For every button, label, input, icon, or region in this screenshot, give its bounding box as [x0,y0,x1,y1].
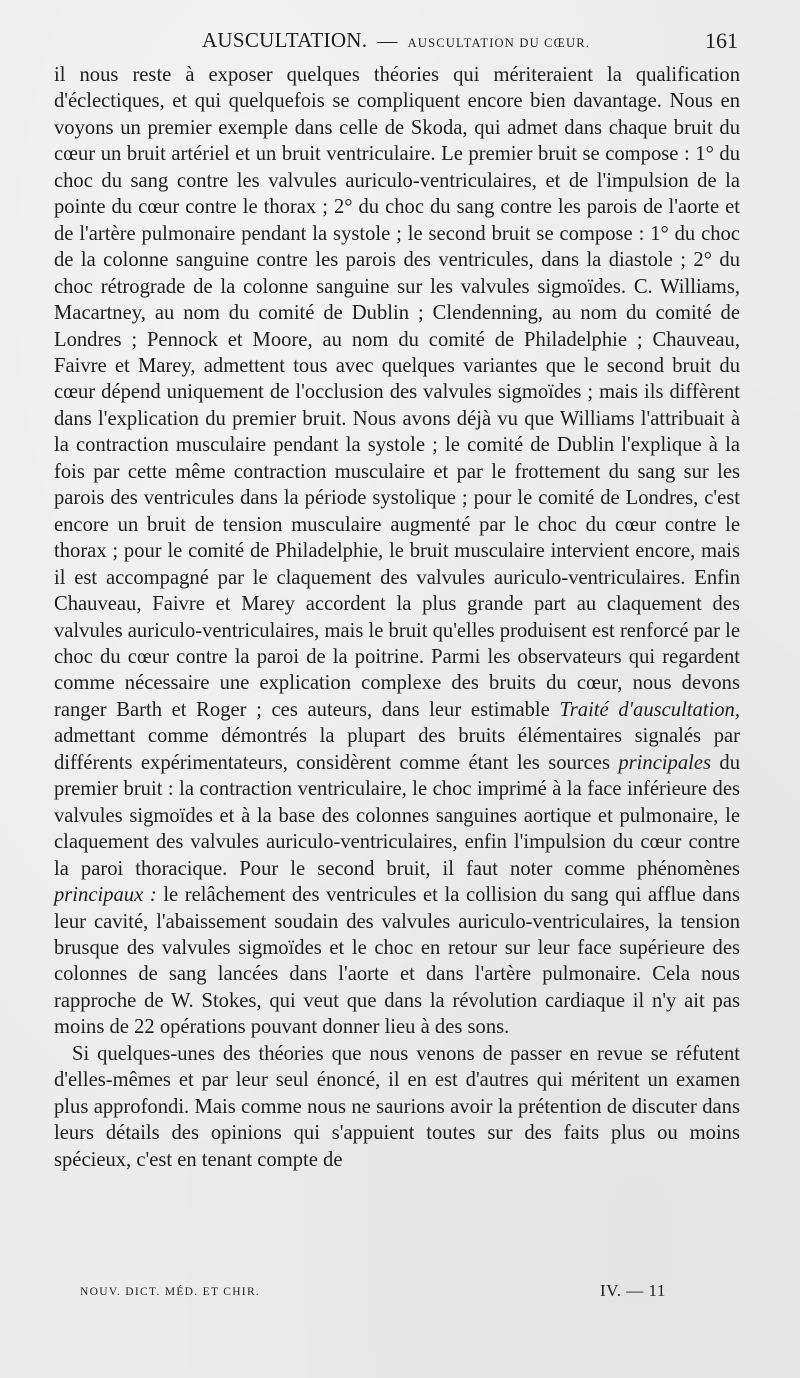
header-subtitle: AUSCULTATION DU CŒUR. [407,36,591,50]
header-title [54,28,738,53]
body-text [54,62,740,1173]
paragraph [54,62,740,1041]
italic-emphasis: principaux : [54,884,157,907]
paragraph-text: le relâchement des ventricules et la collision du sang qui afflue dans leur cavité, l'abaissement soudain des valvules auriculo-ventriculaires, la tension brusque des valvules sigmoïdes et le choc en retour sur leur face supérieure des colonnes de sang lancées dans l'aorte et dans l'artère pulmonaire. Cela nous rapproche de W. Stokes, qui veut que dans la révolution cardiaque il n'y ait pas moins de 22 opérations pouvant donner lieu à des sons. [54,884,740,1039]
page-footer [80,1281,700,1308]
paragraph [54,1041,740,1173]
header-separator: — [377,30,398,52]
italic-title: Traité d'auscultation, [559,698,740,721]
running-header [54,28,738,62]
header-main-title: AUSCULTATION. [201,28,368,52]
paragraph-text: Si quelques-unes des théories que nous venons de passer en revue se réfutent d'elles-mêmes et par leur seul énoncé, il en est d'autres qui méritent un examen plus approfondi. Mais comme nous ne saurions avoir la prétention de discuter dans leurs détails des opinions qui s'appuient toutes sur des faits plus ou moins spécieux, c'est en tenant compte de [54,1042,740,1171]
page-number: 161 [705,28,738,53]
paragraph-text: admettant comme démontrés la plupart des bruits élémentaires signalés par différents expérimentateurs, considèrent comme étant les sources [54,725,740,774]
paragraph-text: du premier bruit : la contraction ventriculaire, le choc imprimé à la face inférieure des valvules sigmoïdes et à la base des colonnes sanguines aortique et pulmonaire, le claquement des valvules auriculo-ventriculaires, enfin l'impulsion du cœur contre la paroi thoracique. Pour le second bruit, il faut noter comme phénomènes [54,751,741,880]
paragraph-text: il nous reste à exposer quelques théories qui mériteraient la qualification d'éclectiques, et qui quelquefois se compliquent encore bien davantage. Nous en voyons un premier exemple dans celle de Skoda, qui admet dans chaque bruit du cœur un bruit artériel et un bruit ventriculaire. Le premier bruit se compose : 1° du choc du sang contre les valvules auriculo-ventriculaires, et de l'impulsion de la pointe du cœur contre le thorax ; 2° du choc du sang contre les parois de l'aorte et de l'artère pulmonaire pendant la systole ; le second bruit se compose : 1° du choc de la colonne sanguine contre les parois des ventricules, dans la diastole ; 2° du choc rétrograde de la colonne sanguine sur les valvules sigmoïdes. C. Williams, Macartney, au nom du comité de Dublin ; Clendenning, au nom du comité de Londres ; Pennock et Moore, au nom du comité de Philadelphie ; Chauveau, Faivre et Marey, admettent tous avec quelques variantes que le second bruit du cœur dépend uniquement de l'occlusion des valvules sigmoïdes ; mais ils diffèrent dans l'explication du premier bruit. Nous avons déjà vu que Williams l'attribuait à la contraction musculaire pendant la systole ; le comité de Dublin l'explique à la fois par cette même contraction musculaire et par le frottement du sang sur les parois des ventricules dans la période systolique ; pour le comité de Londres, c'est encore un bruit de tension musculaire augmenté par le choc du cœur contre le thorax ; pour le comité de Philadelphie, le bruit musculaire intervient encore, mais il est accompagné par le claquement des valvules auriculo-ventriculaires. Enfin Chauveau, Faivre et Marey accordent la plus grande part au claquement des valvules auriculo-ventriculaires, mais le bruit qu'elles produisent est renforcé par le choc du cœur contre la paroi de la poitrine. Parmi les observateurs qui regardent comme nécessaire une explication complexe des bruits du cœur, nous devons ranger Barth et Roger ; ces auteurs, dans leur estimable [54,64,740,721]
footer-volume-sheet: IV. — 11 [600,1281,666,1300]
footer-signature: NOUV. DICT. MÉD. ET CHIR. [80,1286,261,1298]
italic-emphasis: principales [618,751,712,774]
